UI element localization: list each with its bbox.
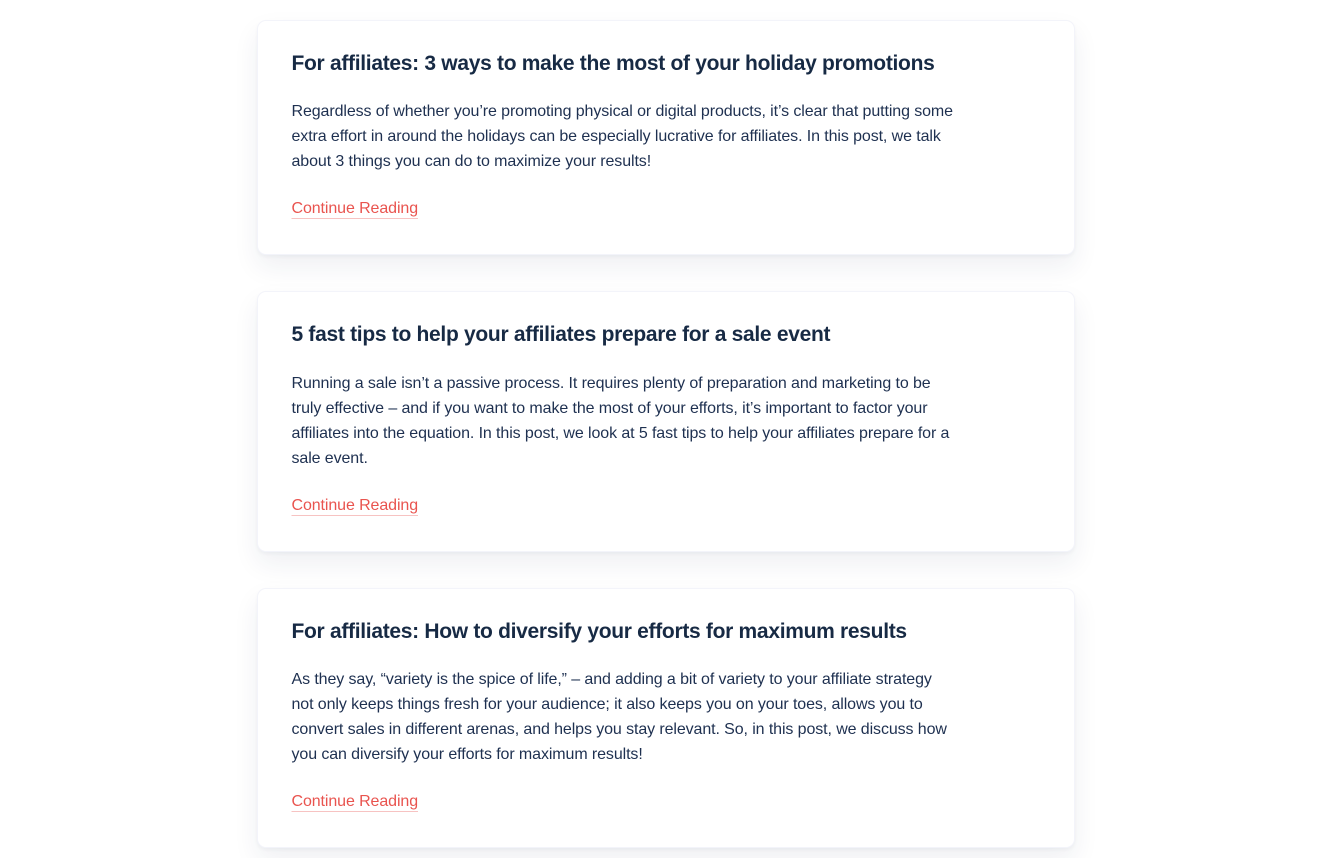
continue-reading-link[interactable]: Continue Reading: [291, 496, 418, 514]
post-excerpt: Running a sale isn’t a passive process. It requires plenty of preparation and marketing to be truly effective – and if you want to make the most of your efforts, it’s important to factor your affiliates into the equation. In this post, we look at 5 fast tips to help your affiliates prepare for a sale event.: [291, 374, 950, 467]
post-card: [257, 588, 1075, 848]
post-card: [257, 291, 1075, 551]
post-title[interactable]: 5 fast tips to help your affiliates prepare for a sale event: [291, 323, 831, 347]
post-title[interactable]: For affiliates: How to diversify your efforts for maximum results: [291, 619, 907, 643]
post-title[interactable]: For affiliates: 3 ways to make the most of your holiday promotions: [291, 52, 935, 75]
continue-reading-link[interactable]: Continue Reading: [291, 200, 418, 218]
post-card: [257, 20, 1075, 255]
continue-reading-link[interactable]: Continue Reading: [291, 792, 418, 810]
post-list: [257, 0, 1075, 858]
post-excerpt: As they say, “variety is the spice of life,” – and adding a bit of variety to your affiliate strategy not only keeps things fresh for your audience; it also keeps you on your toes, allows you to convert sales in different arenas, and helps you stay relevant. So, in this post, we discuss how you can diversify your efforts for maximum results!: [291, 670, 947, 763]
post-excerpt: Regardless of whether you’re promoting physical or digital products, it’s clear that putting some extra effort in around the holidays can be especially lucrative for affiliates. In this post, we talk about 3 things you can do to maximize your results!: [291, 103, 953, 171]
